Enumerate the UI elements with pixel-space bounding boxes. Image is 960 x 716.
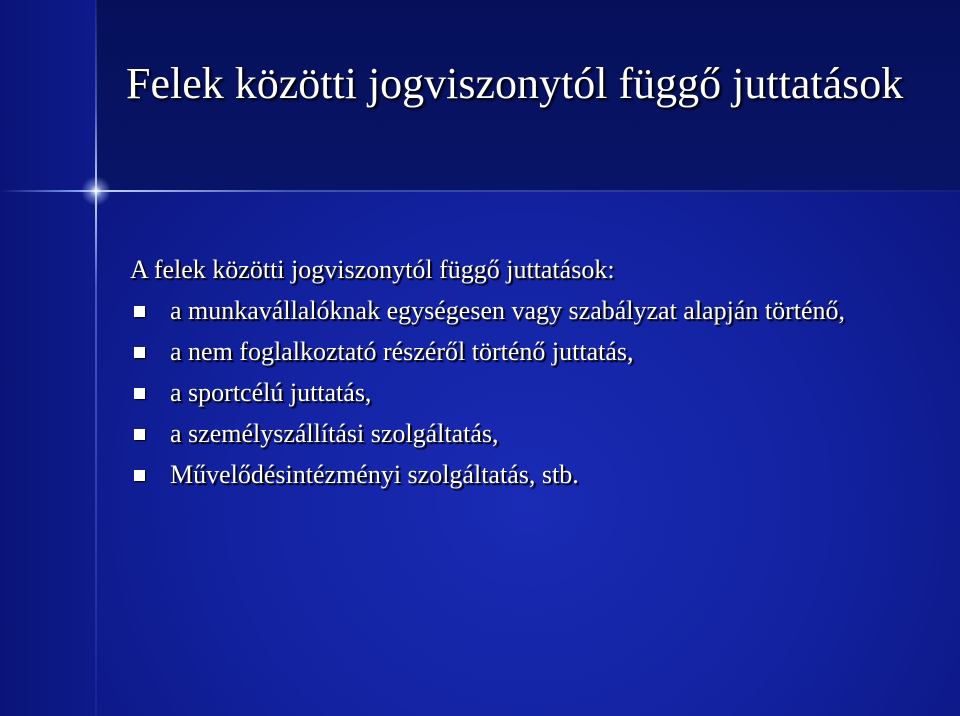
list-item [130, 456, 892, 494]
left-band [0, 0, 96, 716]
list-item [130, 415, 892, 453]
list-item-text: a nem foglalkoztató részéről történő juttatás, [170, 337, 634, 366]
list-item [130, 292, 892, 330]
square-bullet-icon [134, 347, 145, 358]
slide-body [130, 254, 892, 497]
vertical-light-line [95, 0, 97, 716]
list-item-text: a sportcélú juttatás, [170, 378, 372, 407]
horizontal-light-line [0, 190, 960, 192]
intro-text: A felek közötti jogviszonytól függő juttatások: [130, 255, 615, 284]
square-bullet-icon [134, 429, 145, 440]
bullet-list [130, 292, 892, 494]
light-flare [81, 176, 111, 206]
list-item [130, 333, 892, 371]
list-item-text: a személyszállítási szolgáltatás, [170, 419, 499, 448]
list-item [130, 374, 892, 412]
list-item-text: a munkavállalóknak egységesen vagy szabályzat alapján történő, [170, 296, 846, 325]
list-item-text: Művelődésintézményi szolgáltatás, stb. [170, 460, 579, 489]
square-bullet-icon [134, 470, 145, 481]
square-bullet-icon [134, 388, 145, 399]
square-bullet-icon [134, 306, 145, 317]
slide-title: Felek közötti jogviszonytól függő juttatások [126, 59, 904, 108]
